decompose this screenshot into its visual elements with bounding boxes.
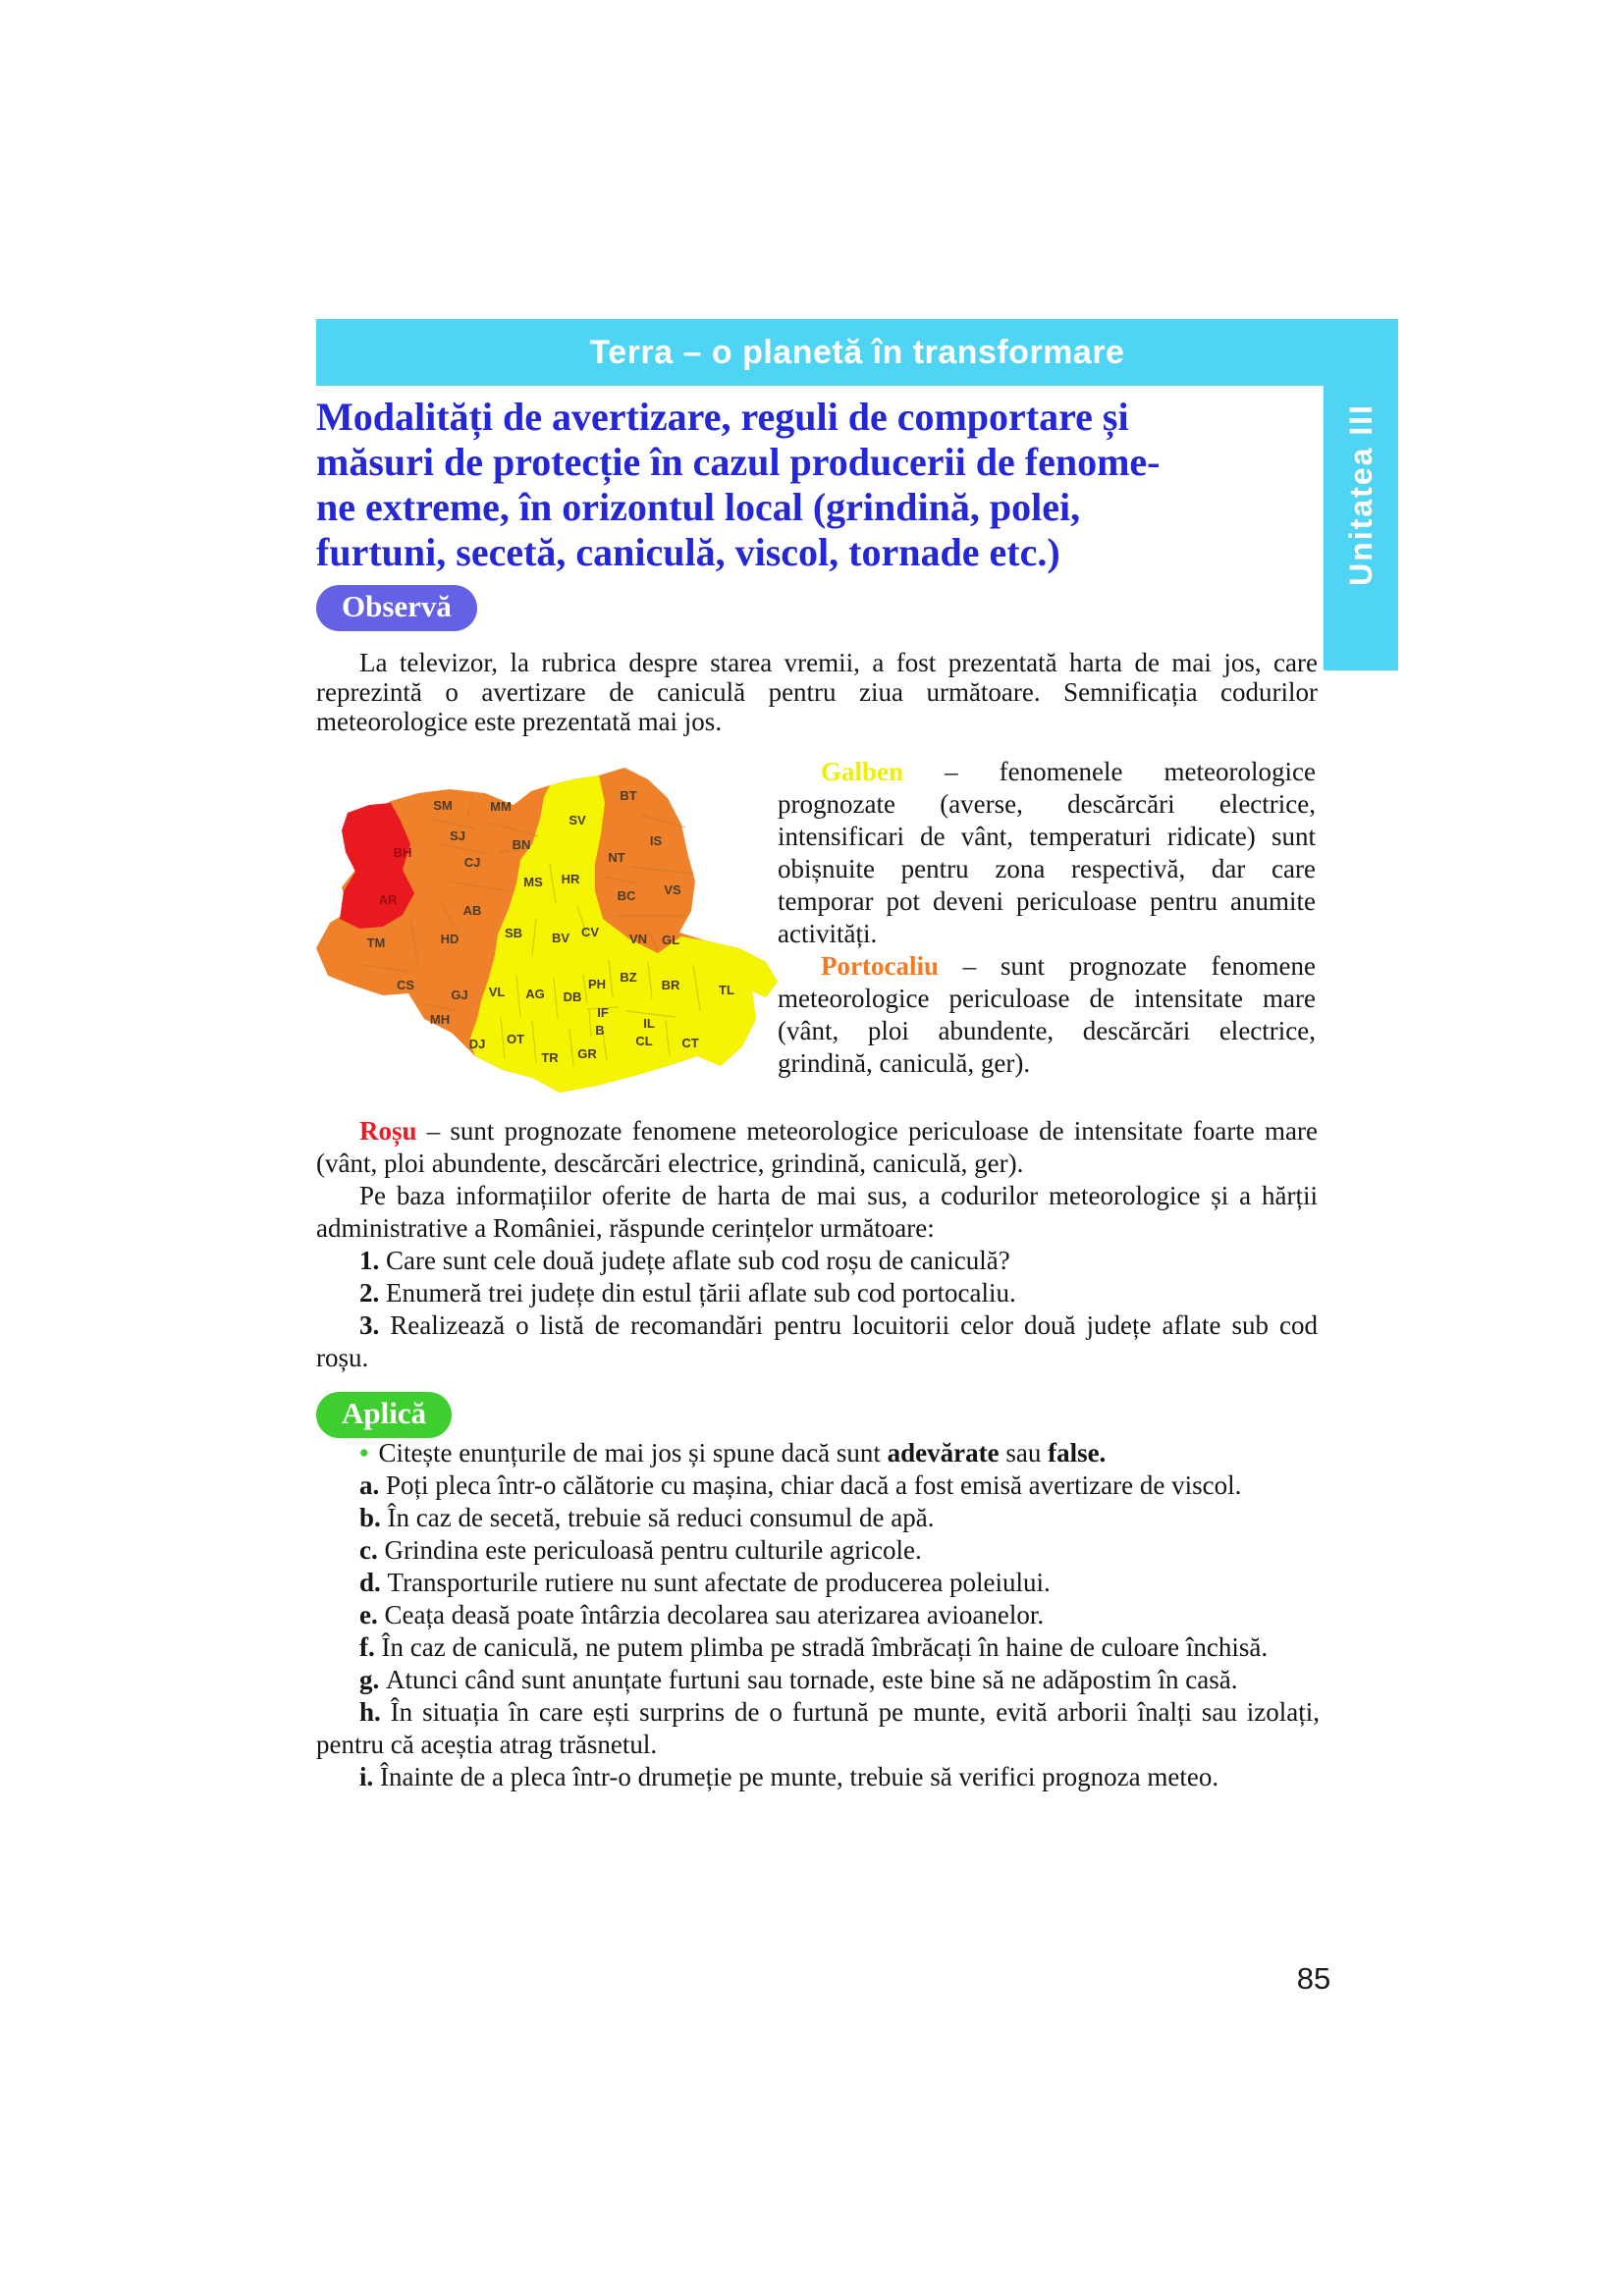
county-label-IF: IF (597, 1005, 609, 1020)
county-label-HR: HR (561, 872, 580, 886)
statement-letter: f. (359, 1632, 382, 1662)
county-label-TM: TM (366, 935, 386, 950)
county-label-CT: CT (681, 1036, 699, 1050)
county-label-BN: BN (512, 837, 531, 852)
questions-list (316, 1245, 1318, 1374)
county-label-SM: SM (433, 798, 453, 813)
statement-letter: i. (359, 1762, 381, 1791)
county-label-BC: BC (617, 888, 636, 903)
apply-intro-bold-false: false. (1048, 1438, 1107, 1468)
statement-item-f (316, 1631, 1320, 1664)
lesson-title-line-2: măsuri de protecție în cazul producerii de fenome- (316, 440, 1161, 484)
county-label-AB: AB (462, 903, 482, 918)
county-label-SV: SV (568, 813, 586, 828)
statements-list (316, 1469, 1320, 1793)
county-label-GL: GL (661, 933, 680, 947)
county-label-CV: CV (580, 925, 600, 939)
question-text: Enumeră trei județe din estul țării aflate sub cod portocaliu. (386, 1278, 1016, 1308)
county-label-BV: BV (551, 931, 570, 945)
statement-letter: b. (359, 1503, 388, 1532)
question-item-1 (316, 1245, 1318, 1277)
statement-item-d (316, 1567, 1320, 1599)
county-label-CL: CL (635, 1034, 653, 1048)
statement-letter: h. (359, 1697, 391, 1727)
county-label-TR: TR (541, 1050, 559, 1065)
statement-text: În caz de secetă, trebuie să reduci consumul de apă. (387, 1503, 935, 1532)
statement-letter: g. (359, 1665, 386, 1694)
county-label-MS: MS (523, 875, 543, 889)
county-label-AG: AG (525, 987, 545, 1001)
lesson-title (316, 395, 1337, 575)
statement-text: Înainte de a pleca într-o drumeție pe munte, trebuie să verifici prognoza meteo. (380, 1762, 1219, 1791)
county-label-HD: HD (440, 932, 460, 946)
statement-letter: d. (359, 1568, 388, 1597)
statement-item-i (316, 1761, 1320, 1793)
question-text: Care sunt cele două județe aflate sub cod roșu de caniculă? (386, 1246, 1010, 1275)
observe-badge: Observă (316, 585, 477, 631)
code-rosu-paragraph (316, 1115, 1318, 1180)
code-portocaliu-paragraph (778, 950, 1316, 1080)
romania-map-svg (293, 754, 784, 1097)
statement-letter: a. (359, 1470, 386, 1500)
county-label-MM: MM (490, 799, 512, 814)
romania-weather-map (293, 754, 784, 1097)
lesson-title-line-3: ne extreme, în orizontul local (grindină, polei, (316, 485, 1081, 529)
question-number: 2. (359, 1278, 386, 1308)
county-label-IS: IS (649, 833, 663, 848)
county-label-DB: DB (563, 989, 582, 1004)
county-label-TL: TL (719, 983, 734, 997)
statement-text: Transporturile rutiere nu sunt afectate de producerea poleiului. (387, 1568, 1051, 1597)
county-label-SJ: SJ (450, 828, 465, 843)
county-label-NT: NT (608, 850, 625, 865)
unit-tab-label: Unitatea III (1342, 403, 1379, 586)
county-label-PH: PH (587, 977, 607, 991)
after-map-block (316, 1115, 1318, 1374)
apply-intro-mid: sau (999, 1438, 1049, 1468)
statement-item-g (316, 1664, 1320, 1696)
county-label-DJ: DJ (468, 1037, 486, 1051)
question-text: Realizează o listă de recomandări pentru locuitorii celor două județe aflate sub cod roșu. (316, 1310, 1318, 1372)
statement-letter: e. (359, 1600, 385, 1629)
question-item-2 (316, 1277, 1318, 1309)
lesson-title-line-4: furtuni, secetă, caniculă, viscol, tornade etc.) (316, 530, 1060, 574)
statement-item-b (316, 1502, 1320, 1534)
code-definitions-column (778, 756, 1316, 1080)
county-label-BH: BH (393, 845, 412, 860)
county-label-GJ: GJ (451, 988, 468, 1002)
county-label-BZ: BZ (620, 970, 637, 985)
statement-text: În caz de caniculă, ne putem plimba pe stradă îmbrăcați în haine de culoare închisă. (381, 1632, 1269, 1662)
code-portocaliu-text: – sunt prognozate fenomene meteorologice periculoase de intensitate mare (vânt, ploi abundente, descărcări electrice, grindină, caniculă, ger). (778, 951, 1316, 1078)
code-galben-paragraph (778, 756, 1316, 950)
intro-paragraph: La televizor, la rubrica despre starea vremii, a fost prezentată harta de mai jos, care reprezintă o avertizare de caniculă pentru ziua următoare. Semnificația codurilor meteorologice este prezentată mai jos. (316, 648, 1318, 736)
statement-item-h (316, 1696, 1320, 1761)
statement-text: Ceața deasă poate întârzia decolarea sau aterizarea avioanelor. (384, 1600, 1045, 1629)
county-label-VN: VN (628, 932, 648, 946)
statement-item-a (316, 1469, 1320, 1502)
statements-block (316, 1437, 1320, 1793)
county-label-CJ: CJ (463, 855, 481, 870)
statement-text: În situația în care ești surprins de o furtună pe munte, evită arborii înalți sau izolați, pentru că aceștia atrag trăsnetul. (316, 1697, 1320, 1759)
question-number: 1. (359, 1246, 386, 1275)
apply-intro-pre: Citește enunțurile de mai jos și spune dacă sunt (378, 1438, 888, 1468)
code-galben-label: Galben (821, 757, 904, 786)
question-number: 3. (359, 1310, 391, 1340)
county-label-BT: BT (620, 788, 637, 803)
county-label-MH: MH (429, 1012, 451, 1027)
statement-item-e (316, 1599, 1320, 1631)
statement-letter: c. (359, 1535, 385, 1565)
code-galben-text: – fenomenele meteorologice prognozate (averse, descărcări electrice, intensificari de vânt, temperaturi ridicate) sunt obișnuite pentru zona respectivă, dar care temporar pot deveni periculoase pentru anumite activități. (778, 757, 1316, 948)
county-label-CS: CS (396, 978, 415, 992)
county-label-SB: SB (504, 926, 523, 940)
county-label-B: B (595, 1023, 605, 1038)
bullet-icon: • (359, 1438, 369, 1468)
questions-lead: Pe baza informațiilor oferite de harta de mai sus, a codurilor meteorologice și a hărții administrative a României, răspunde cerințelor următoare: (316, 1181, 1318, 1243)
lesson-title-line-1: Modalități de avertizare, reguli de comportare și (316, 395, 1129, 439)
county-label-GR: GR (577, 1046, 597, 1061)
page-number: 85 (1296, 1961, 1331, 1996)
chapter-banner (316, 319, 1398, 386)
apply-intro (316, 1437, 1320, 1469)
county-label-IL: IL (643, 1016, 655, 1031)
county-label-OT: OT (506, 1032, 525, 1046)
statement-text: Atunci când sunt anunțate furtuni sau tornade, este bine să ne adăpostim în casă. (386, 1665, 1238, 1694)
county-label-BR: BR (661, 978, 680, 992)
statement-text: Poți pleca într-o călătorie cu mașina, chiar dacă a fost emisă avertizare de viscol. (386, 1470, 1242, 1500)
code-portocaliu-label: Portocaliu (821, 951, 939, 981)
apply-badge: Aplică (316, 1392, 452, 1438)
question-item-3 (316, 1309, 1318, 1374)
chapter-banner-text: Terra – o planetă în transformare (589, 333, 1125, 371)
statement-text: Grindina este periculoasă pentru culturile agricole. (384, 1535, 922, 1565)
county-label-AR: AR (378, 892, 398, 907)
county-label-VL: VL (488, 985, 506, 999)
statement-item-c (316, 1534, 1320, 1567)
county-label-VS: VS (664, 882, 681, 897)
code-rosu-text: – sunt prognozate fenomene meteorologice periculoase de intensitate foarte mare (vânt, ploi abundente, descărcări electrice, grindină, caniculă, ger). (316, 1116, 1318, 1178)
code-rosu-label: Roșu (359, 1116, 417, 1146)
apply-intro-bold-true: adevărate (887, 1438, 1000, 1468)
